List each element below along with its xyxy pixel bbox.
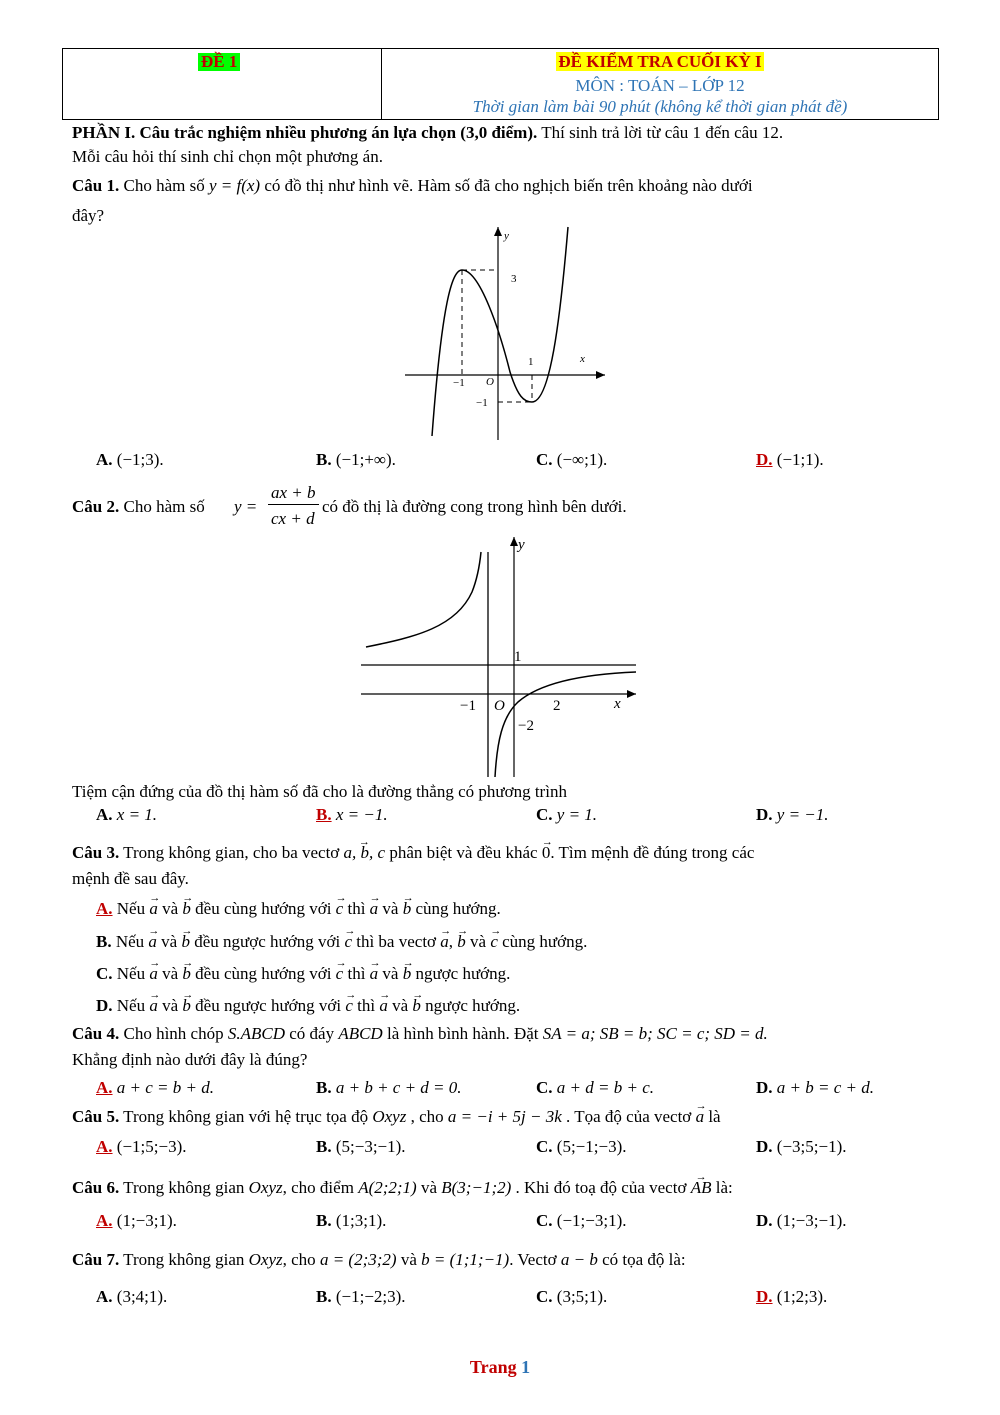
q1-graph-origin: O [486, 376, 494, 388]
q3-option-d[interactable]: D. Nếu → a và → b đều ngược hướng với → c thì → a và → b ngược hướng. [96, 995, 520, 1017]
q7-text: Câu 7. Trong không gian Oxyz, cho a = (2;3;2) và b = (1;1;−1). Vectơ a − b có tọa độ là: [72, 1250, 686, 1269]
q1-option-d[interactable]: D. (−1;1). [756, 450, 824, 469]
q6-option-c[interactable]: C. (−1;−3;1). [536, 1211, 627, 1230]
q3-option-a[interactable]: A. Nếu → a và → b đều cùng hướng với → c thì → a và → b cùng hướng. [96, 898, 501, 920]
q4-option-c[interactable]: C. a + d = b + c. [536, 1078, 654, 1097]
q3-option-c[interactable]: C. Nếu → a và → b đều cùng hướng với → c thì → a và → b ngược hướng. [96, 963, 510, 985]
q3-text-2: mệnh đề sau đây. [72, 869, 189, 888]
q2-func-den: cx + d [271, 509, 315, 528]
q1-option-a[interactable]: A. (−1;3). [96, 450, 164, 469]
header-left-cell [63, 49, 382, 119]
q6-option-d[interactable]: D. (1;−3;−1). [756, 1211, 847, 1230]
exam-time: Thời gian làm bài 90 phút (không kể thời gian phát đề) [472, 97, 848, 116]
q4-option-d[interactable]: D. a + b = c + d. [756, 1078, 874, 1097]
q2-text-2: có đồ thị là đường cong trong hình bên dưới. [322, 497, 627, 516]
q1-graph-tick-m1y: −1 [476, 397, 488, 409]
q2-func-lhs: y = [234, 497, 258, 516]
q2-graph-tick-m2: −2 [518, 718, 534, 734]
q2-option-b[interactable]: B. x = −1. [316, 805, 388, 824]
q2-graph-tick-m1: −1 [460, 698, 476, 714]
q1-graph-tick-1: 1 [528, 356, 534, 368]
q1-graph-x-label: x [580, 353, 585, 365]
header-table [62, 48, 939, 120]
q1-graph-y-label: y [504, 230, 509, 242]
q1-graph-tick-3: 3 [511, 273, 517, 285]
q6-text: Câu 6. Trong không gian Oxyz, cho điểm A(2;2;1) và B(3;−1;2) . Khi đó toạ độ của vectơ → AB là: [72, 1177, 733, 1199]
q5-text: Câu 5. Trong không gian với hệ trục tọa độ Oxyz , cho a = −i + 5j − 3k . Tọa độ của vectơ → a là [72, 1106, 721, 1128]
header-right-cell [382, 49, 938, 119]
q1-text-2: đây? [72, 206, 105, 225]
q2-graph-x-label: x [614, 696, 621, 712]
q4-text: Câu 4. Cho hình chóp S.ABCD có đáy ABCD là hình bình hành. Đặt SA = a; SB = b; SC = c; SD = d. [72, 1024, 768, 1043]
q7-option-c[interactable]: C. (3;5;1). [536, 1287, 608, 1306]
q2-graph-tick-2: 2 [553, 698, 561, 714]
part1-instruction: Mỗi câu hỏi thí sinh chỉ chọn một phương án. [72, 147, 383, 166]
q2-text-3: Tiệm cận đứng của đồ thị hàm số đã cho là đường thẳng có phương trình [72, 782, 567, 801]
q4-text-2: Khẳng định nào dưới đây là đúng? [72, 1050, 308, 1069]
q1-option-b[interactable]: B. (−1;+∞). [316, 450, 396, 469]
exam-title: ĐỀ KIỂM TRA CUỐI KỲ I [558, 52, 762, 71]
q5-option-a[interactable]: A. (−1;5;−3). [96, 1137, 187, 1156]
page-footer: Trang 1 [469, 1357, 531, 1377]
exam-code: ĐỀ 1 [198, 53, 240, 71]
part1-heading: PHẦN I. Câu trắc nghiệm nhiều phương án lựa chọn (3,0 điểm). Thí sinh trả lời từ câu 1 đến câu 12. [72, 123, 784, 142]
q5-option-c[interactable]: C. (5;−1;−3). [536, 1137, 627, 1156]
q1-graph-tick-m1x: −1 [453, 377, 465, 389]
q2-option-d[interactable]: D. y = −1. [756, 805, 829, 824]
q7-option-b[interactable]: B. (−1;−2;3). [316, 1287, 406, 1306]
q2-graph [356, 532, 646, 782]
q5-option-d[interactable]: D. (−3;5;−1). [756, 1137, 847, 1156]
q2-option-a[interactable]: A. x = 1. [96, 805, 158, 824]
q2-text: Câu 2. Cho hàm số [72, 497, 205, 516]
q2-option-c[interactable]: C. y = 1. [536, 805, 598, 824]
q5-option-b[interactable]: B. (5;−3;−1). [316, 1137, 406, 1156]
q3-option-b[interactable]: B. Nếu → a và → b đều ngược hướng với → c thì ba vectơ → a, → b và → c cùng hướng. [96, 931, 587, 953]
q6-option-a[interactable]: A. (1;−3;1). [96, 1211, 177, 1230]
q4-option-b[interactable]: B. a + b + c + d = 0. [316, 1078, 462, 1097]
q2-graph-origin: O [494, 698, 505, 714]
exam-subject: MÔN : TOÁN – LỚP 12 [575, 76, 745, 95]
q3-text: Câu 3. Trong không gian, cho ba vectơ → a, b, c phân biệt và đều khác → 0. Tìm mệnh đề đúng trong các [72, 842, 754, 864]
q2-func-num: ax + b [268, 482, 319, 505]
q1-text: Câu 1. Cho hàm số y = f(x) có đồ thị như hình vẽ. Hàm số đã cho nghịch biến trên khoảng nào dưới [72, 176, 753, 195]
q7-option-d[interactable]: D. (1;2;3). [756, 1287, 828, 1306]
q6-option-b[interactable]: B. (1;3;1). [316, 1211, 387, 1230]
q1-graph [400, 222, 610, 442]
q7-option-a[interactable]: A. (3;4;1). [96, 1287, 168, 1306]
q2-graph-tick-1: 1 [514, 649, 522, 665]
q4-option-a[interactable]: A. a + c = b + d. [96, 1078, 214, 1097]
q2-graph-y-label: y [518, 537, 525, 553]
q1-option-c[interactable]: C. (−∞;1). [536, 450, 608, 469]
